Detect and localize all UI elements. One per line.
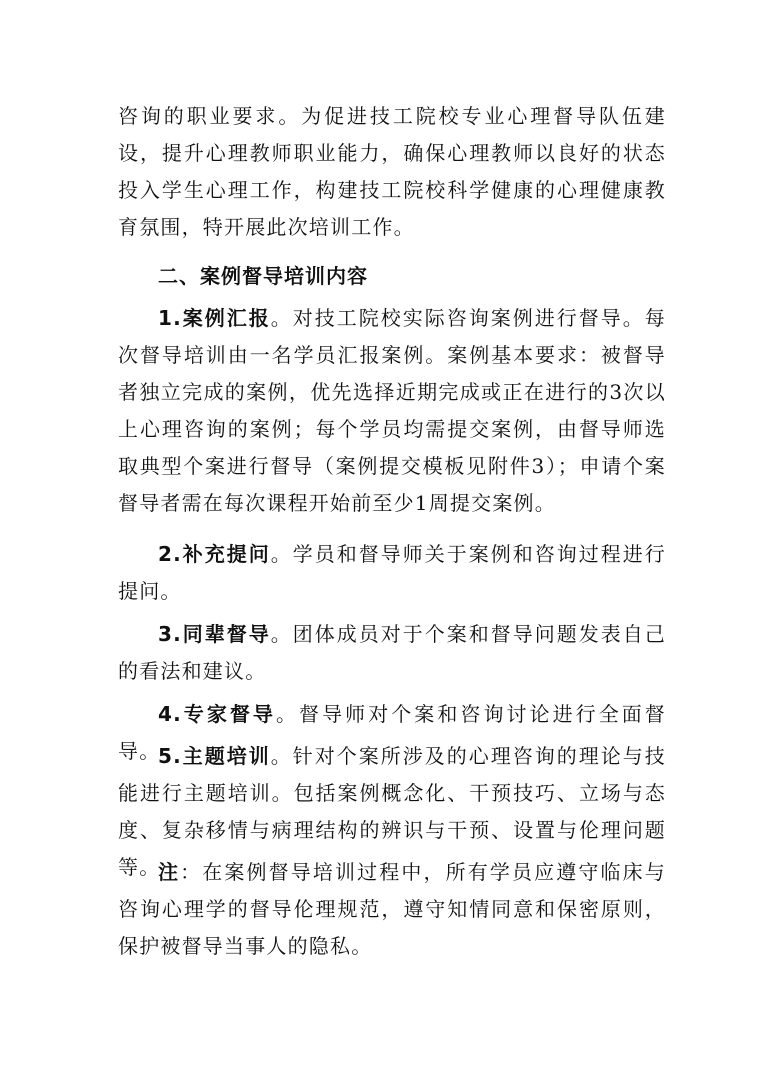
item-lead: 1.案例汇报	[158, 306, 271, 330]
item-text: 。对技工院校实际咨询案例进行督导。每次督导培训由一名学员汇报案例。案例基本要求：被督导者独立完成的案例，优先选择近期完成或正在进行的3次以上心理咨询的案例；每个学员均需提交案例，由督导师选取典型个案进行督导（案例提交模板见附件3）；申请个案督导者需在每次课程开始前至少1周提交案例。	[118, 306, 666, 515]
item-peer-supervision	[118, 616, 666, 690]
item-lead: 5.主题培训	[158, 744, 271, 768]
section-heading-block	[118, 258, 666, 295]
note-lead: 注	[158, 860, 181, 884]
item-text: 。学员和督导师关于案例和咨询过程进行提问。	[118, 542, 666, 603]
item-lead: 4.专家督导	[158, 702, 276, 726]
item-text: 。针对个案所涉及的心理咨询的理论与技能进行主题培训。包括案例概念化、干预技巧、立场与态度、复杂移情与病理结构的辨识与干预、设置与伦理问题等。	[118, 744, 666, 879]
item-case-report	[118, 300, 666, 522]
note-paragraph	[118, 854, 666, 965]
item-text: 。督导师对个案和咨询讨论进行全面督导。	[118, 702, 667, 763]
item-lead: 2.补充提问	[158, 542, 271, 566]
item-supplementary-questions	[118, 536, 666, 610]
item-lead: 3.同辈督导	[158, 622, 271, 646]
note-text: ：在案例督导培训过程中，所有学员应遵守临床与咨询心理学的督导伦理规范，遵守知情同意和保密原则，保护被督导当事人的隐私。	[118, 860, 667, 958]
section-heading: 二、案例督导培训内容	[158, 264, 368, 288]
intro-paragraph	[118, 98, 666, 246]
intro-text: 咨询的职业要求。为促进技工院校专业心理督导队伍建设，提升心理教师职业能力，确保心理教师以良好的状态投入学生心理工作，构建技工院校科学健康的心理健康教育氛围，特开展此次培训工作。	[118, 104, 666, 239]
item-text: 。团体成员对于个案和督导问题发表自己的看法和建议。	[118, 622, 666, 683]
